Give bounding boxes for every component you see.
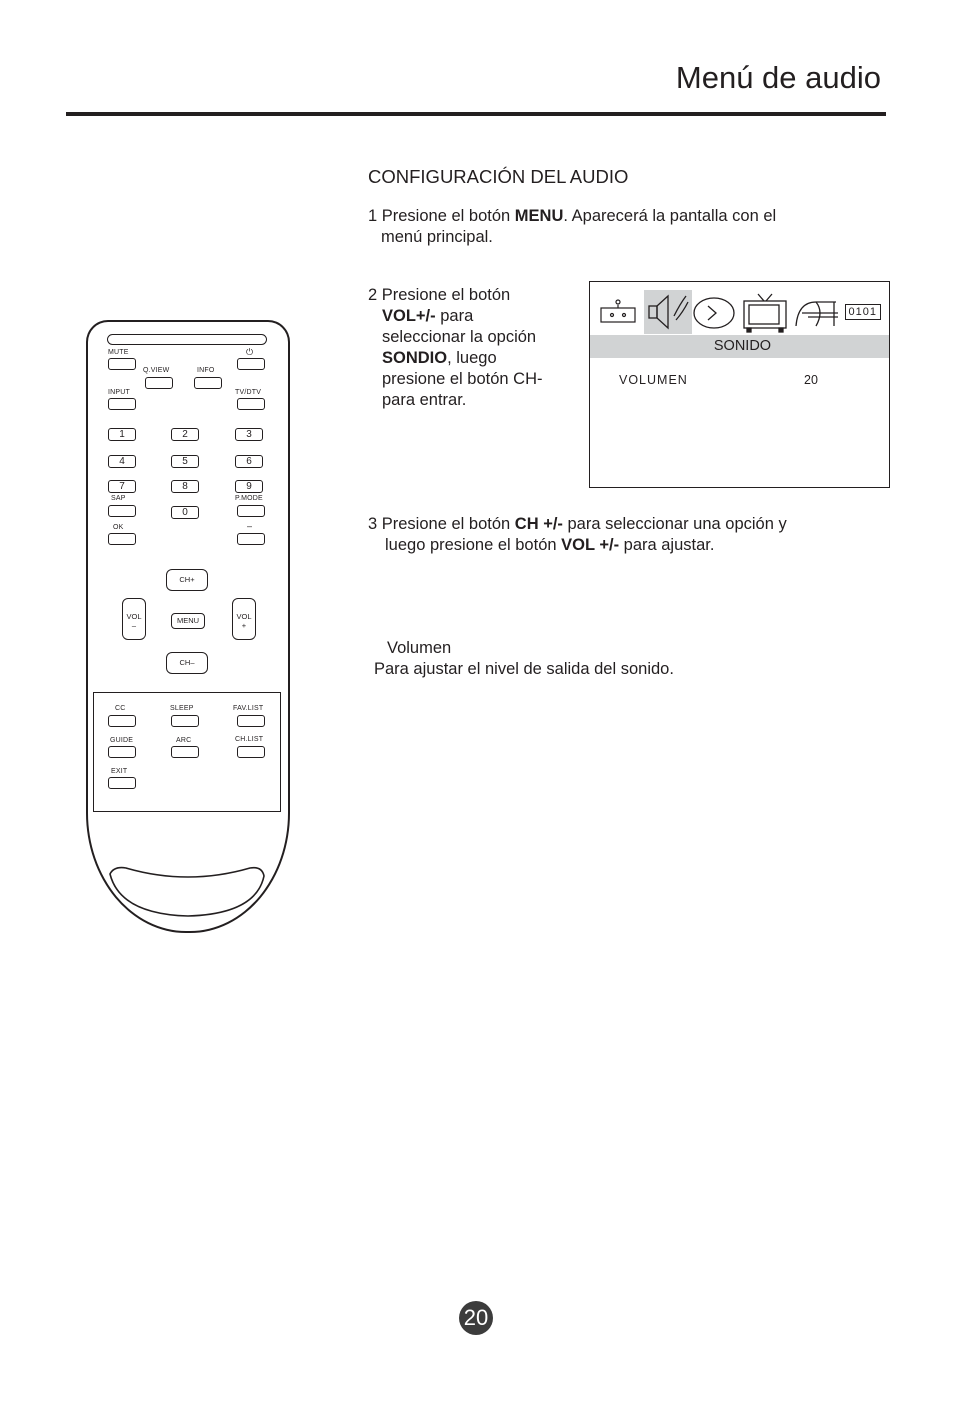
favlist-label: FAV.LIST	[233, 705, 264, 712]
num-6-button[interactable]: 6	[235, 455, 263, 468]
step-3-text-cont: para seleccionar una opción y	[562, 515, 787, 533]
pmode-label: P.MODE	[235, 495, 263, 502]
exit-label: EXIT	[111, 768, 128, 775]
osd-screen	[589, 281, 890, 488]
step-1-text-cont: . Aparecerá la pantalla con el	[563, 207, 777, 225]
step-1-text: 1 Presione el botón	[368, 207, 515, 225]
power-button[interactable]	[237, 358, 265, 370]
remote-ir-window	[107, 334, 267, 345]
step-2-line1: 2 Presione el botón	[368, 286, 511, 304]
vol-up-sign: +	[241, 621, 247, 630]
picture-icon	[601, 300, 635, 322]
num-2-button[interactable]: 2	[171, 428, 199, 441]
header-rule	[66, 112, 886, 116]
osd-menu-title: SONIDO	[713, 338, 772, 354]
input-button[interactable]	[108, 398, 136, 410]
num-9-button[interactable]: 9	[235, 480, 263, 493]
qview-button[interactable]	[145, 377, 173, 389]
step-3-ch-key: CH +/-	[514, 515, 563, 533]
tv-icon	[744, 294, 786, 332]
num-5-button[interactable]: 5	[171, 455, 199, 468]
vol-down-label: VOL	[126, 612, 142, 621]
sap-button[interactable]	[108, 505, 136, 517]
vol-down-button[interactable]	[122, 598, 146, 640]
qview-label: Q.VIEW	[143, 367, 170, 374]
num-4-button[interactable]: 4	[108, 455, 136, 468]
page-title: Menú de audio	[675, 60, 881, 95]
num-0-button[interactable]: 0	[171, 506, 199, 519]
setup-icon	[796, 302, 838, 326]
sleep-button[interactable]	[171, 715, 199, 727]
power-icon: ⏻	[246, 347, 254, 357]
step-1-text-line2: menú principal.	[381, 228, 493, 246]
vol-down-sign: –	[131, 621, 137, 630]
step-2	[368, 285, 583, 411]
step-2-line3: seleccionar la opción	[382, 328, 537, 346]
tvdtv-label: TV/DTV	[235, 389, 262, 396]
arc-label: ARC	[176, 737, 192, 744]
step-1-menu-key: MENU	[514, 207, 564, 225]
mute-label: MUTE	[108, 349, 129, 356]
osd-menu-bar	[590, 335, 889, 358]
sap-label: SAP	[111, 495, 126, 502]
vol-up-label: VOL	[236, 612, 252, 621]
cc-button[interactable]	[108, 715, 136, 727]
info-label: INFO	[197, 367, 215, 374]
chlist-label: CH.LIST	[235, 736, 264, 743]
dash-label: –	[247, 521, 253, 531]
ch-up-button[interactable]: CH+	[166, 569, 208, 591]
mute-button[interactable]	[108, 358, 136, 370]
section-heading: CONFIGURACIÓN DEL AUDIO	[368, 166, 629, 187]
osd-volume-value: 20	[804, 373, 818, 387]
chlist-button[interactable]	[237, 746, 265, 758]
vol-up-button[interactable]	[232, 598, 256, 640]
step-2-line4: , luego	[447, 349, 497, 367]
step-3	[368, 514, 868, 556]
step-3-line2-cont: para ajustar.	[619, 536, 715, 554]
num-7-button[interactable]: 7	[108, 480, 136, 493]
cc-label: CC	[115, 705, 126, 712]
step-2-line2: para	[435, 307, 474, 325]
guide-label: GUIDE	[110, 737, 134, 744]
input-label: INPUT	[108, 389, 130, 396]
sleep-label: SLEEP	[170, 705, 194, 712]
step-2-vol-key: VOL+/-	[382, 307, 436, 325]
menu-button[interactable]: MENU	[171, 613, 205, 629]
step-2-sondio: SONDIO	[382, 349, 448, 367]
volume-term: Volumen	[387, 639, 452, 657]
num-1-button[interactable]: 1	[108, 428, 136, 441]
step-3-line2: luego presione el botón	[385, 536, 562, 554]
step-2-line5: presione el botón CH-	[382, 370, 543, 388]
pmode-button[interactable]	[237, 505, 265, 517]
step-2-line6: para entrar.	[382, 391, 467, 409]
step-3-vol-key: VOL +/-	[561, 536, 620, 554]
volume-description: Para ajustar el nivel de salida del sonido.	[374, 660, 674, 678]
ch-down-button[interactable]: CH–	[166, 652, 208, 674]
page-number: 20	[459, 1301, 493, 1335]
clock-icon	[694, 298, 734, 328]
osd-volume-label: VOLUMEN	[619, 373, 688, 387]
arc-button[interactable]	[171, 746, 199, 758]
guide-button[interactable]	[108, 746, 136, 758]
num-8-button[interactable]: 8	[171, 480, 199, 493]
osd-code: 0101	[845, 304, 881, 320]
info-button[interactable]	[194, 377, 222, 389]
step-1	[368, 206, 868, 248]
ok-button[interactable]	[108, 533, 136, 545]
step-3-text: 3 Presione el botón	[368, 515, 515, 533]
num-3-button[interactable]: 3	[235, 428, 263, 441]
ok-label: OK	[113, 524, 124, 531]
remote-grip	[86, 840, 290, 940]
dash-button[interactable]	[237, 533, 265, 545]
tvdtv-button[interactable]	[237, 398, 265, 410]
exit-button[interactable]	[108, 777, 136, 789]
favlist-button[interactable]	[237, 715, 265, 727]
